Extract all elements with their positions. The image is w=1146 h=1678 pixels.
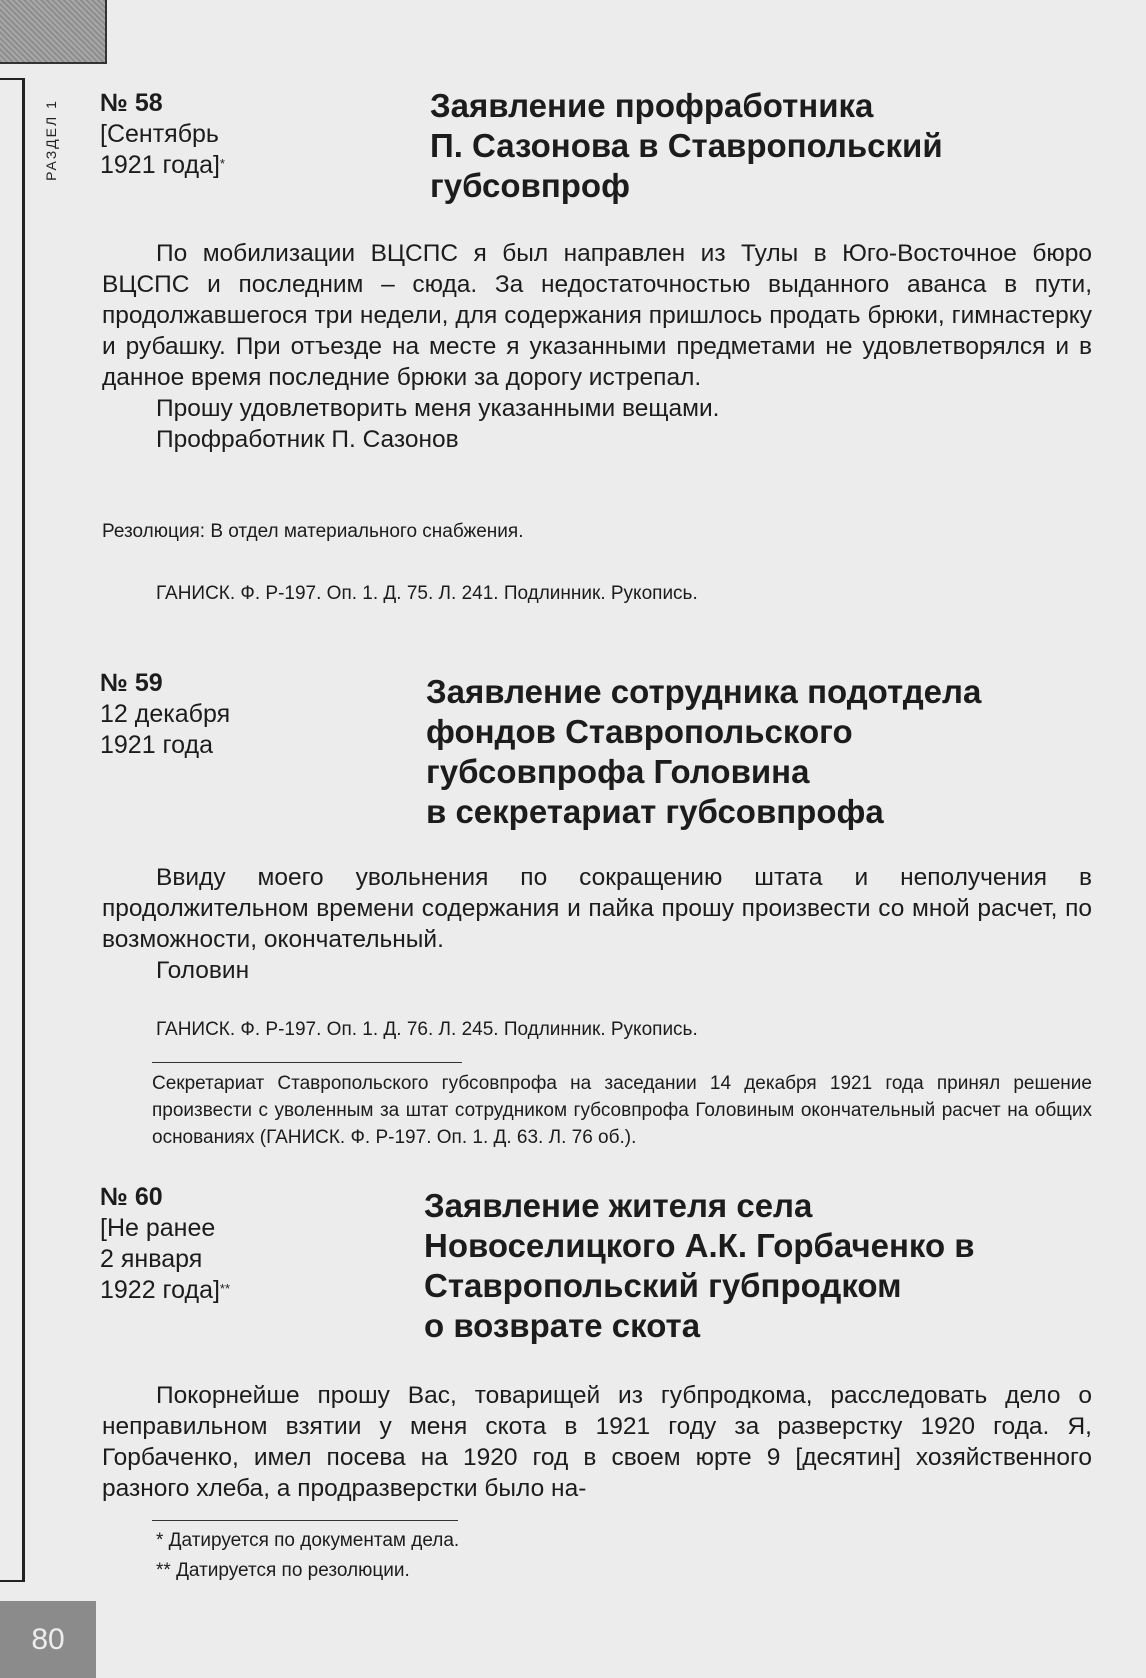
doc-59-source: ГАНИСК. Ф. Р-197. Оп. 1. Д. 76. Л. 245. Подлинник. Рукопись.: [156, 1019, 698, 1040]
doc-59-title: Заявление сотрудника подотдела фондов Ставропольского губсовпрофа Головина в секретариат губсовпрофа: [426, 673, 982, 830]
footnote-1: * Датируется по документам дела.: [156, 1530, 460, 1551]
doc-58-meta: № 58 [Сентябрь 1921 года]*: [100, 88, 400, 181]
doc-59-number: № 59: [100, 669, 163, 697]
doc-59-body: Ввиду моего увольнения по сокращению штата и неполучения в продолжительном времени содержания и пайка прошу произвести со мной расчет, по возможности, окончательный. Головин: [102, 864, 1092, 984]
footnote-mark: *: [219, 156, 225, 171]
note-separator: [152, 1062, 462, 1063]
page-side-frame: [0, 78, 25, 1582]
doc-60-date: [Не ранее: [100, 1214, 216, 1242]
footnote-separator: [152, 1520, 458, 1521]
doc-60-meta: № 60 [Не ранее 2 января 1922 года]**: [100, 1182, 400, 1306]
doc-58-date: [Сентябрь: [100, 120, 219, 148]
doc-58-body: По мобилизации ВЦСПС я был направлен из Тулы в Юго-Восточное бюро ВЦСПС и последним – сюда. За недостаточностью выданного аванса в пути, продолжавшегося три недели, для содержания пришлось продать брюки, гимнастерку и рубашку. При отъезде на месте я указанными предметами не удовлетворялся и в данное время последние брюки за дорогу истрепал. Прошу удовлетворить меня указанными вещами. Профработник П. Сазонов: [102, 240, 1092, 453]
doc-58-resolution: Резолюция: В отдел материального снабжения.: [102, 521, 524, 542]
doc-58-source: ГАНИСК. Ф. Р-197. Оп. 1. Д. 75. Л. 241. Подлинник. Рукопись.: [156, 583, 698, 604]
doc-60-body: Покорнейше прошу Вас, товарищей из губпродкома, расследовать дело о неправильном взятии у меня скота в 1921 году за разверстку 1920 года. Я, Горбаченко, имел посева на 1920 год в своем юрте 9 [десятин] хозяйственного разного хлеба, а продразверстки было на-: [102, 1382, 1092, 1502]
doc-59-date: 12 декабря: [100, 700, 231, 728]
corner-decoration: [0, 0, 107, 64]
doc-60-number: № 60: [100, 1183, 163, 1211]
section-label: РАЗДЕЛ 1: [43, 99, 60, 181]
doc-59-note: Секретариат Ставропольского губсовпрофа на заседании 14 декабря 1921 года принял решение произвести с уволенным за штат сотрудником губсовпрофа Головиным окончательный расчет на общих основаниях (ГАНИСК. Ф. Р-197. Оп. 1. Д. 63. Л. 76 об.).: [152, 1073, 1092, 1148]
doc-59-meta: № 59 12 декабря 1921 года: [100, 668, 400, 761]
doc-58-title: Заявление профработника П. Сазонова в Ставропольский губсовпроф: [430, 87, 943, 204]
doc-60-title: Заявление жителя села Новоселицкого А.К. Горбаченко в Ставропольский губпродком о возврате скота: [424, 1187, 975, 1344]
footnote-2: ** Датируется по резолюции.: [156, 1560, 410, 1581]
footnote-mark: **: [219, 1281, 231, 1296]
page-number: 80: [0, 1601, 96, 1678]
doc-58-number: № 58: [100, 89, 163, 117]
